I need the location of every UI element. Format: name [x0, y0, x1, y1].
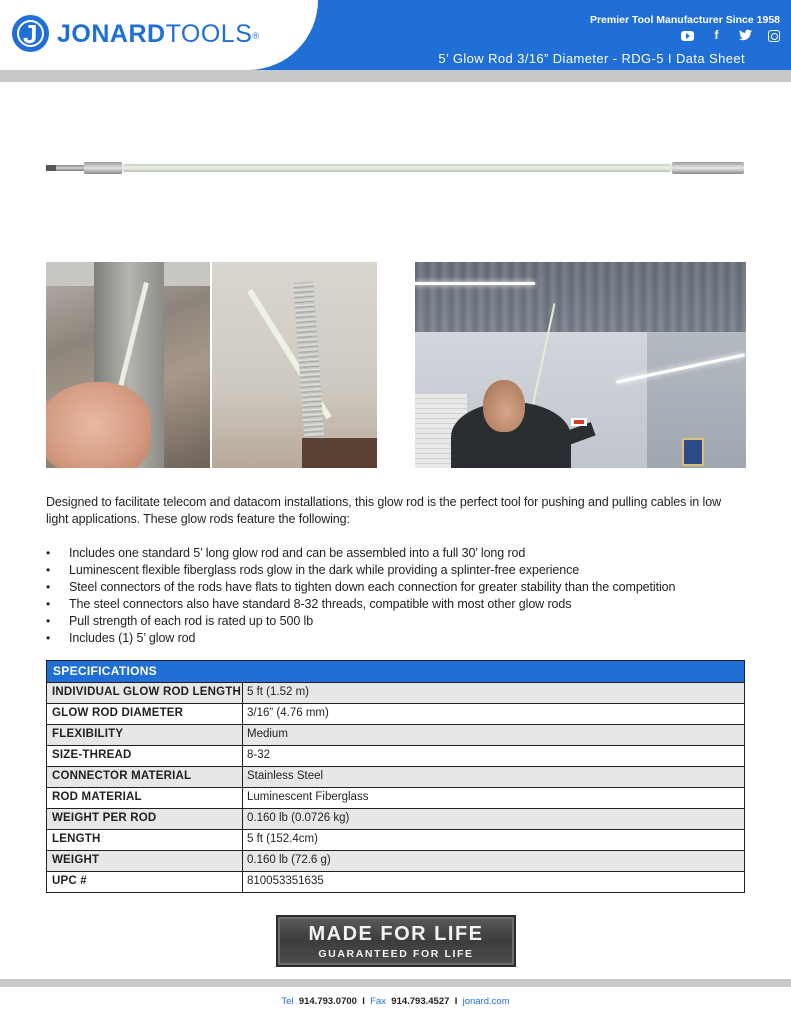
table-row [47, 850, 744, 871]
spec-label: ROD MATERIAL [47, 788, 243, 808]
intro-paragraph: Designed to facilitate telecom and datacom installations, this glow rod is the perfect tool for pushing and pulling cables in low light applications. These glow rods feature the following: [46, 495, 721, 526]
registered-mark: ® [252, 31, 260, 41]
spec-label: FLEXIBILITY [47, 725, 243, 745]
website-link[interactable]: jonard.com [462, 996, 510, 1007]
table-row [47, 745, 744, 766]
spec-value: 5 ft (152.4cm) [247, 833, 318, 845]
facebook-icon[interactable]: f [714, 28, 719, 42]
spec-value: 3/16” (4.76 mm) [247, 707, 329, 719]
spec-label: INDIVIDUAL GLOW ROD LENGTH [47, 683, 243, 703]
badge-subtitle: GUARANTEED FOR LIFE [318, 948, 474, 960]
glow-rod-product-image [46, 162, 746, 174]
spec-value: 5 ft (1.52 m) [243, 683, 744, 703]
tel-label: Tel [281, 996, 294, 1007]
fax-number: 914.793.4527 [391, 996, 450, 1007]
spec-label: UPC # [47, 872, 243, 892]
photo-technician-ceiling [415, 262, 746, 468]
spec-label: SIZE-THREAD [47, 746, 243, 766]
table-row [47, 682, 744, 703]
footer-separator: I [454, 996, 458, 1007]
spec-value: 0.160 lb (72.6 g) [243, 851, 744, 871]
table-row [47, 766, 744, 787]
table-row [47, 703, 744, 724]
spec-label: WEIGHT PER ROD [47, 809, 243, 829]
table-row [47, 871, 744, 892]
table-row [47, 808, 744, 829]
fax-label: Fax [370, 996, 386, 1007]
feature-item: • Includes one standard 5’ long glow rod and can be assembled into a full 30’ long rod [46, 545, 746, 562]
feature-item: • Steel connectors of the rods have flats to tighten down each connection for greater stability than the competition [46, 579, 746, 596]
social-links [681, 29, 780, 42]
feature-item: • Luminescent flexible fiberglass rods glow in the dark while providing a splinter-free experience [46, 562, 746, 579]
feature-item: • Includes (1) 5’ glow rod [46, 630, 746, 647]
header-divider [0, 70, 791, 82]
made-for-life-badge [276, 915, 516, 967]
badge-title: MADE FOR LIFE [308, 923, 484, 945]
brand-bold: JONARD [57, 20, 166, 48]
instagram-icon[interactable] [768, 30, 780, 42]
jonard-logo-icon: J [12, 15, 49, 52]
table-row [47, 829, 744, 850]
specifications-title: SPECIFICATIONS [47, 661, 744, 682]
table-row [47, 787, 744, 808]
feature-item: • Pull strength of each rod is rated up to 500 lb [46, 613, 746, 630]
photo-rod-conduit [212, 262, 377, 468]
feature-list [46, 545, 746, 647]
twitter-icon[interactable] [739, 29, 752, 42]
feature-item: • The steel connectors also have standard 8-32 threads, compatible with most other glow rods [46, 596, 746, 613]
spec-value: Medium [243, 725, 744, 745]
spec-value: Stainless Steel [243, 767, 744, 787]
document-subtitle: 5’ Glow Rod 3/16” Diameter - RDG-5 I Data Sheet [438, 51, 745, 66]
photo-hand-pushing-rod [46, 262, 210, 468]
spec-value: Luminescent Fiberglass [247, 791, 369, 803]
table-row [47, 724, 744, 745]
youtube-icon[interactable] [681, 31, 694, 41]
spec-label: GLOW ROD DIAMETER [47, 704, 243, 724]
brand-logo [57, 20, 260, 48]
specifications-table [46, 660, 745, 893]
spec-value: 0.160 lb (0.0726 kg) [243, 809, 744, 829]
footer-separator: I [362, 996, 365, 1007]
phone-number[interactable]: 914.793.0700 [298, 996, 357, 1007]
spec-value: 8-32 [247, 749, 271, 761]
footer-divider [0, 979, 791, 987]
spec-label: CONNECTOR MATERIAL [47, 767, 243, 787]
spec-label: LENGTH [47, 830, 243, 850]
spec-value: 810053351635 [247, 875, 324, 887]
footer-contact [0, 996, 791, 1007]
brand-light: TOOLS [165, 20, 253, 48]
header-tagline: Premier Tool Manufacturer Since 1958 [589, 14, 780, 26]
spec-label: WEIGHT [47, 851, 243, 871]
